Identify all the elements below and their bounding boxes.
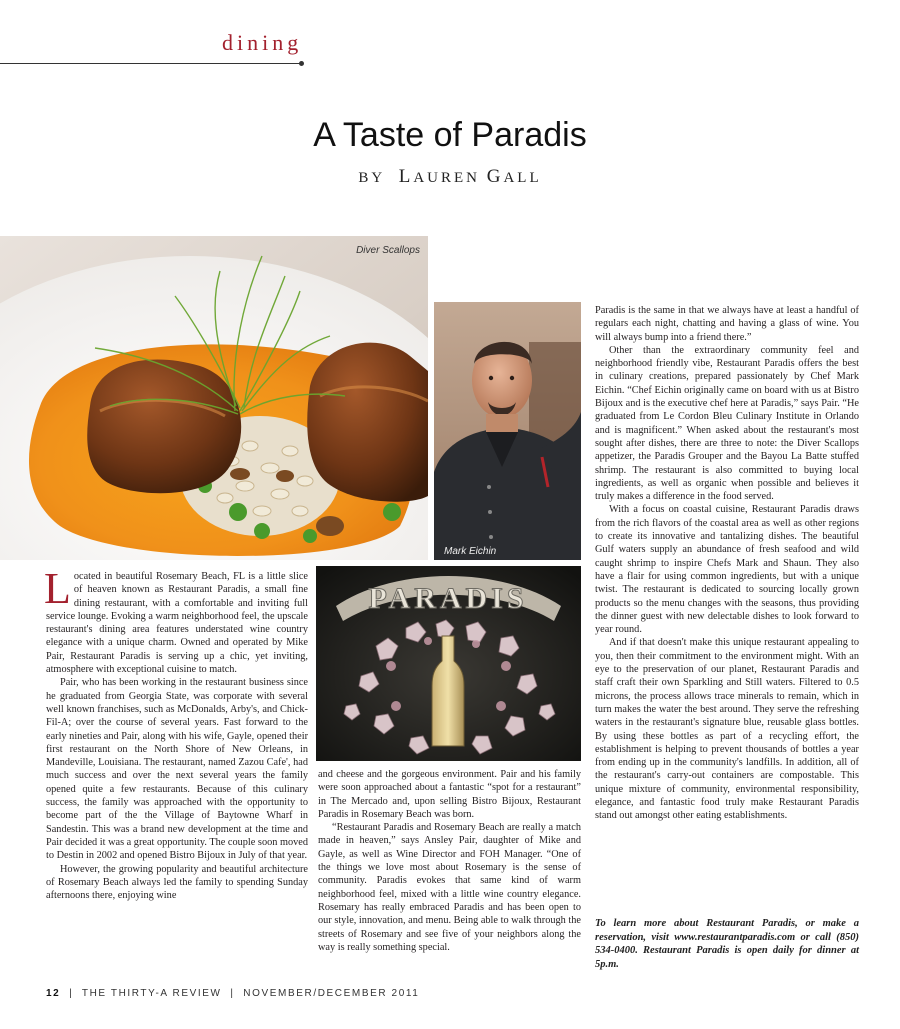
byline-prefix: BY [358,170,386,186]
paragraph: With a focus on coastal cuisine, Restaurant Paradis draws from the rich flavors of the coastal area as well as other regions to create its innovative and tantalizing dishes. The beautiful Gulf waters supply an abundance of fresh seafood and wild caught shrimp to inspire Chefs Mark and Shaun. They also have a flair for using common ingredients, but with a unique twist. The restaurant is dedicated to sourcing locally grown products so the menu changes with the seasons, thus providing the dinner guest with new delectable dishes to look forward to year round. [595,504,859,636]
chef-caption: Mark Eichin [444,546,497,557]
article-column-1 [44,564,308,902]
section-label: dining [222,30,303,55]
paragraph: Pair, who has been working in the restaurant business since he graduated from Georgia State, was corporate with several well known franchises, such as McDonalds, Arby's, and Chick-Fil-A; over the course of several years. Fast forward to the early nineties and Pair, along with his wife, Gayle, opened their first restaurant on the North Shore of New Orleans, in Mandeville, Louisiana. The restaurant, named Zazou Cafe', had much success and over the next several years the family opened quite a few restaurants. Because of this culinary success, the family was approached with the opportunity to become part of the the Village of Baytowne Wharf in Sandestin. This was a brand new development at the time and Pair decided it was a great opportunity. The couple soon moved to Destin in 2002 and opened Bistro Bijoux in July of that year. [46,677,308,862]
paragraph: and cheese and the gorgeous environment. Pair and his family were soon approached about a fantastic “spot for a restaurant” in The Mercado and, upon selling Bistro Bijoux, Restaurant Paradis in Rosemary Beach was born. [318,769,581,820]
sign-illustration [316,566,581,761]
scallops-illustration [0,236,428,560]
article-title: A Taste of Paradis [313,116,587,154]
paragraph: Paradis is the same in that we always have at least a handful of regulars each night, chatting and having a glass of wine. You will always bump into a friend there.” [595,305,859,343]
author-last-rest: ALL [503,170,542,186]
paragraph: And if that doesn't make this unique restaurant appealing to you, then their commitment to the environment might. With an eye to the preservation of our planet, Restaurant Paradis and staff craft their own Sparkling and Still waters. Filtered to 0.5 microns, the process allows trace minerals to remain, which in turn makes the water the best around. They serve the refreshing waters in the restaurant's signature blue, reusable glass bottles. By using these bottles as part of a recycling effort, the establishment is helping to prevent thousands of bottles a year from ending up in the community's landfills. In addition, all of the restaurant's carry-out containers are compostable. This unique mixture of community, environmental responsibility, elegance, and fantastic food truly make Restaurant Paradis stand out amongst other eating establishments. [595,637,859,822]
page-footer [46,988,419,999]
scallops-caption: Diver Scallops [356,245,420,256]
author-last-initial: G [486,166,504,187]
paragraph-text: ocated in beautiful Rosemary Beach, FL is a little slice of heaven known as Restaurant Paradis, a small fine dining restaurant, with a comfortable and inviting full service lounge. Evoking a warm neighborhood feel, the upscale restaurant's dining area features understated wine country elegance with a unique charm. Owned and operated by Mike Pair, Restaurant Paradis is serving up a chic, yet inviting, atmosphere with exceptional cuisine to match. [46,571,308,676]
publication-name: THE THIRTY-A REVIEW [81,988,222,999]
closing-note: To learn more about Restaurant Paradis, or make a reservation, visit www.restaurantparadis.com or call (850) 534-0400. Restaurant Paradis is open daily for dinner at 5p.m. [595,918,859,971]
paragraph [44,564,308,676]
section-rule-dot [299,61,304,66]
sign-text: PARADIS [368,582,528,615]
footer-separator: | [69,988,74,999]
author-first-rest: AUREN [413,170,480,186]
restaurant-sign-photo [316,566,581,761]
drop-cap: L [44,564,71,613]
byline [0,166,900,188]
section-rule [0,63,302,64]
page-number: 12 [46,988,61,999]
footer-separator: | [230,988,235,999]
chef-illustration [434,302,581,560]
issue-date: NOVEMBER/DECEMBER 2011 [243,988,420,999]
article-column-2 [318,768,581,954]
paragraph: Other than the extraordinary community feel and neighborhood friendly vibe, Restaurant Paradis offers the best in culinary creations, prepared passionately by Chef Mark Eichin. “Chef Eichin originally came on board with us at Bistro Bijoux and is the executive chef here at Paradis,” says Pair. “He graduated from Le Cordon Bleu Culinary Institute in Orlando and is magnificent.” When asked about the restaurant's most sought after dishes, there are three to note: the Diver Scallops appetizer, the Paradis Grouper and the Bayou La Batte stuffed shrimp. The restaurant is also committed to buying local ingredients, as well as organic when possible and believes it truly makes a difference in the food served. [595,344,859,503]
article-column-3 [595,304,859,823]
chef-photo [434,302,581,560]
paragraph: “Restaurant Paradis and Rosemary Beach are really a match made in heaven,” says Ansley Pair, daughter of Mike and Gayle, as well as Wine Director and FOH Manager. “One of the things we love most about Rosemary is the sense of community. Paradis evokes that same kind of warm neighborhood feel, mixed with a little wine country elegance. Rosemary has really embraced Paradis and has been open to our style, innovation, and menu. Being able to walk through the streets of Rosemary and see five of your neighbors along the way is really something special. [318,822,581,953]
scallops-photo [0,236,428,560]
author-first-initial: L [398,166,414,187]
paragraph: However, the growing popularity and beautiful architecture of Rosemary Beach always led the family to spending Sunday afternoons there, enjoying wine [46,863,308,902]
